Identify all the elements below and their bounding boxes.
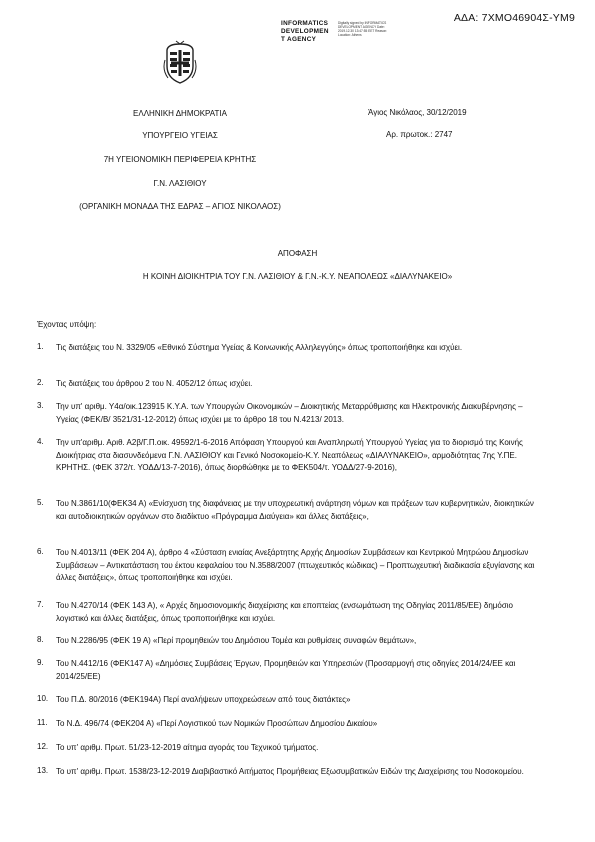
item-number: 6. — [37, 547, 44, 556]
item-number: 7. — [37, 600, 44, 609]
greek-coat-of-arms-icon — [162, 40, 198, 86]
item-number: 5. — [37, 498, 44, 507]
intro-text: Έχοντας υπόψη: — [37, 320, 97, 329]
item-text: Την υπ'αριθμ. Αριθ. Α2β/Γ.Π.οικ. 49592/1-6-2016 Απόφαση Υπουργού και Αναπληρωτή Υπουργού Υγείας για το διορισμό της Κοινής Διοικήτριας στα διασυνδεόμενα Γ.Ν. ΛΑΣΙΘΙΟΥ και Γενικό Νοσοκομείο-Κ.Υ. Νεαπόλεως «ΔΙΑΛΥΝΑΚΕΙΟ», αρμοδιότητας 7ης Υ.ΠΕ. ΚΡΗΤΗΣ. (ΦΕΚ 372/τ. ΥΟΔΔ/13-7-2016), όπως διορθώθηκε με το ΦΕΚ504/τ. ΥΟΔΔ/27-9-2016), — [56, 438, 523, 472]
item-number: 10. — [37, 694, 49, 703]
stamp-line1: INFORMATICS — [281, 20, 329, 27]
header-line5: (ΟΡΓΑΝΙΚΗ ΜΟΝΑΔΑ ΤΗΣ ΕΔΡΑΣ – ΑΓΙΟΣ ΝΙΚΟΛΑΟΣ) — [79, 202, 281, 211]
stamp-line3: T AGENCY — [281, 36, 317, 43]
item-number: 8. — [37, 635, 44, 644]
item-number: 12. — [37, 742, 49, 751]
item-text: Τις διατάξεις του άρθρου 2 του Ν. 4052/12 όπως ισχύει. — [56, 379, 253, 388]
item-text: Το υπ' αριθμ. Πρωτ. 1538/23-12-2019 Διαβιβαστικό Αιτήματος Προμήθειας Εξωσυμβατικών Ειδών της Διαχείρισης του Νοσοκομείου. — [56, 767, 524, 776]
document-subtitle: Η ΚΟΙΝΗ ΔΙΟΙΚΗΤΡΙΑ ΤΟΥ Γ.Ν. ΛΑΣΙΘΙΟΥ & Γ.Ν.-Κ.Υ. ΝΕΑΠΟΛΕΩΣ «ΔΙΑΛΥΝΑΚΕΙΟ» — [142, 272, 453, 281]
header-line2: ΥΠΟΥΡΓΕΙΟ ΥΓΕΙΑΣ — [142, 131, 218, 140]
header-line4: Γ.Ν. ΛΑΣΙΘΙΟΥ — [153, 179, 207, 188]
item-text: Του Ν.4412/16 (ΦΕΚ147 Α) «Δημόσιες Συμβάσεις Έργων, Προμηθειών και Υπηρεσιών (Προσαρμογή στις οδηγίες 2014/24/ΕΕ και 2014/25/ΕΕ) — [56, 659, 516, 681]
item-text: Το Ν.Δ. 496/74 (ΦΕΚ204 Α) «Περί Λογιστικού των Νομικών Προσώπων Δημοσίου Δικαίου» — [56, 719, 378, 728]
item-text: Του Ν.4013/11 (ΦΕΚ 204 Α), άρθρο 4 «Σύσταση ενιαίας Ανεξάρτητης Αρχής Δημοσίων Συμβάσεων και Κεντρικού Μητρώου Δημοσίων Συμβάσεων – Αντικατάσταση του έκτου κεφαλαίου του Ν.3588/2007 (πτωχευτικός κώδικας) – Προπτωχευτική διαδικασία εξυγίανσης και άλλες διατάξεις», όπως τροποποιήθηκε και ισχύει. — [56, 548, 535, 582]
item-number: 13. — [37, 766, 49, 775]
item-text: Το υπ' αριθμ. Πρωτ. 51/23-12-2019 αίτημα αγοράς του Τεχνικού τμήματος. — [56, 743, 319, 752]
stamp-details: Digitally signed by INFORMATICS DEVELOPMENT AGENCY Date: 2019.12.30 13:47:55 EET Reason: Location: Athens — [338, 21, 388, 37]
item-number: 1. — [37, 342, 44, 351]
item-text: Του Ν.3861/10(ΦΕΚ34 Α) «Ενίσχυση της διαφάνειας με την υποχρεωτική ανάρτηση νόμων και πράξεων των κυβερνητικών, διοικητικών και αυτοδιοικητικών οργάνων στο διαδίκτυο «Πρόγραμμα Διαύγεια» και άλλες διατάξεις», — [56, 499, 534, 521]
item-text: Του Ν.2286/95 (ΦΕΚ 19 Α) «Περί προμηθειών του Δημόσιου Τομέα και ρυθμίσεις συναφών θεμάτων», — [56, 636, 417, 645]
item-number: 4. — [37, 437, 44, 446]
item-text: Του Π.Δ. 80/2016 (ΦΕΚ194Α) Περί αναλήψεων υποχρεώσεων από τους διατάκτες» — [56, 695, 351, 704]
stamp-line2: DEVELOPMEN — [281, 28, 329, 35]
item-text: Την υπ' αριθμ. Υ4α/οικ.123915 Κ.Υ.Α. των Υπουργών Οικονομικών – Διοικητικής Μεταρρύθμισης και Ηλεκτρονικής Διακυβέρνησης – Υγείας (ΦΕΚ/Β/ 3521/31-12-2012) όπως ισχύει με το άρθρο 18 του Ν.4213/ 2013. — [56, 402, 523, 424]
header-line3: 7Η ΥΓΕΙΟΝΟΜΙΚΗ ΠΕΡΙΦΕΡΕΙΑ ΚΡΗΤΗΣ — [103, 155, 257, 164]
item-number: 2. — [37, 378, 44, 387]
place-date: Άγιος Νικόλαος, 30/12/2019 — [368, 108, 467, 117]
document-title: ΑΠΟΦΑΣΗ — [277, 249, 318, 258]
item-text: Τις διατάξεις του Ν. 3329/05 «Εθνικό Σύστημα Υγείας & Κοινωνικής Αλληλεγγύης» όπως τροποποιήθηκε και ισχύει. — [56, 343, 463, 352]
item-number: 3. — [37, 401, 44, 410]
ada-code: ΑΔΑ: 7ΧΜΟ46904Σ-ΥΜ9 — [453, 12, 575, 24]
item-number: 9. — [37, 658, 44, 667]
header-line1: ΕΛΛΗΝΙΚΗ ΔΗΜΟΚΡΑΤΙΑ — [133, 109, 227, 118]
item-number: 11. — [37, 718, 48, 727]
protocol-number: Αρ. πρωτοκ.: 2747 — [386, 130, 453, 139]
item-text: Του Ν.4270/14 (ΦΕΚ 143 Α), « Αρχές δημοσιονομικής διαχείρισης και εποπτείας (ενσωμάτωση της Οδηγίας 2011/85/ΕΕ) δημόσιο λογιστικό και άλλες διατάξεις, όπως τροποποιήθηκε και ισχύει. — [56, 601, 513, 623]
signature-stamp — [281, 20, 391, 60]
